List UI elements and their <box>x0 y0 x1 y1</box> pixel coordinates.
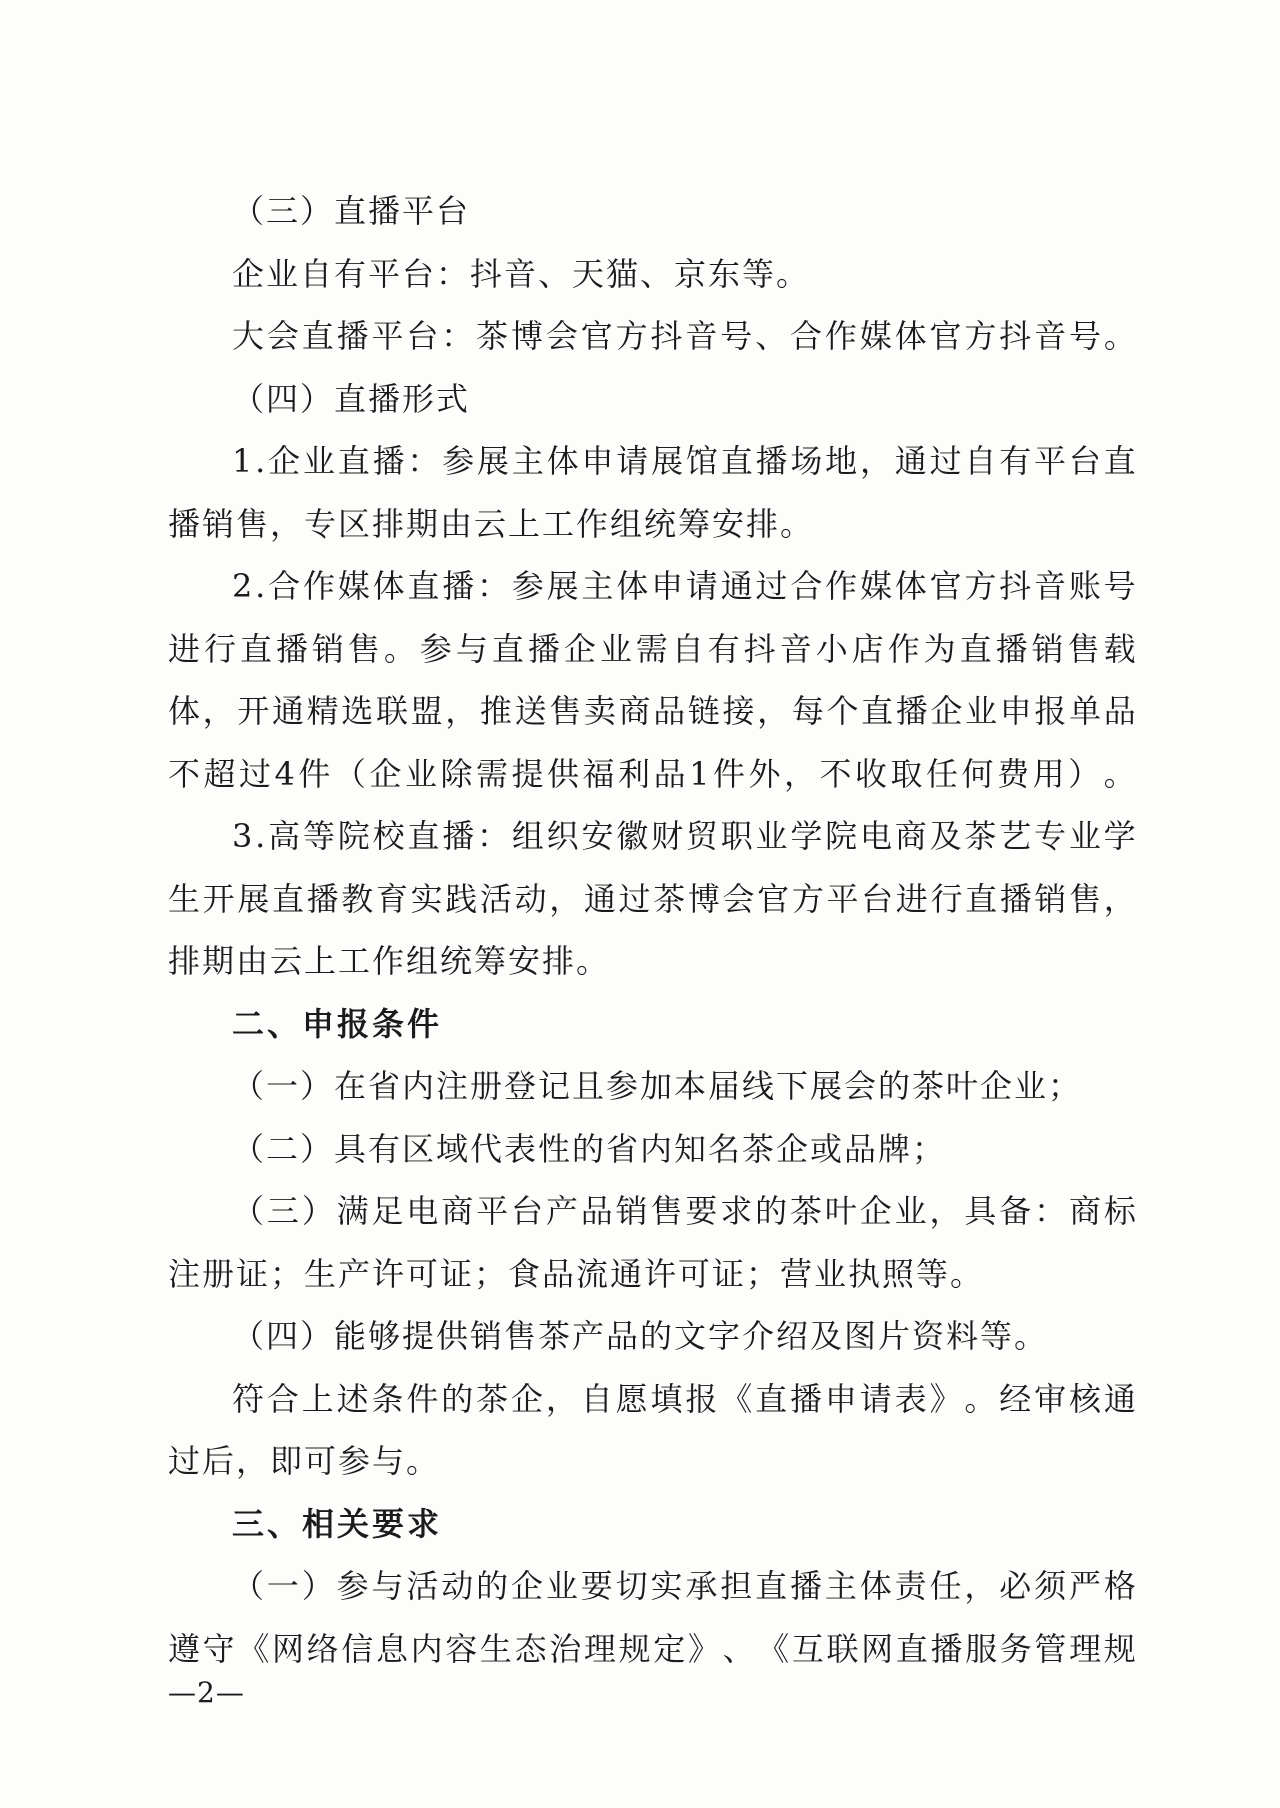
text-line: （四）能够提供销售茶产品的文字介绍及图片资料等。 <box>232 1317 1049 1355</box>
text-line: 体 ， 开 通 精 选 联 盟 ， 推 送 售 卖 商 品 链 接 ， 每 个 直 播 企 业 申 报 单 品 <box>168 692 1136 730</box>
text-line: 1 . 企 业 直 播 ： 参 展 主 体 申 请 展 馆 直 播 场 地 ， 通 过 自 有 平 台 直 <box>232 442 1136 480</box>
text-line: 生 开 展 直 播 教 育 实 践 活 动 ， 通 过 茶 博 会 官 方 平 台 进 行 直 播 销 售 ， <box>168 879 1136 918</box>
text-line: （ 一 ） 参 与 活 动 的 企 业 要 切 实 承 担 直 播 主 体 责 任 ， 必 须 严 格 <box>232 1567 1136 1605</box>
text-line: （二）具有区域代表性的省内知名茶企或品牌； <box>232 1129 947 1168</box>
section-heading: 二、申报条件 <box>232 1004 443 1043</box>
text-line: 遵 守 《 网 络 信 息 内 容 生 态 治 理 规 定 》 、 《 互 联 网 直 播 服 务 管 理 规 <box>168 1629 1136 1668</box>
text-line: 3 . 高 等 院 校 直 播 ： 组 织 安 徽 财 贸 职 业 学 院 电 商 及 茶 艺 专 业 学 <box>232 817 1136 855</box>
document-body <box>168 180 1136 1680</box>
text-line: 进 行 直 播 销 售 。 参 与 直 播 企 业 需 自 有 抖 音 小 店 作 为 直 播 销 售 载 <box>168 629 1136 668</box>
text-line: 2 . 合 作 媒 体 直 播 ： 参 展 主 体 申 请 通 过 合 作 媒 体 官 方 抖 音 账 号 <box>232 567 1136 605</box>
section-heading: 三、相关要求 <box>232 1504 443 1543</box>
text-line: 不 超 过 4 件 （ 企 业 除 需 提 供 福 利 品 1 件 外 ， 不 收 取 任 何 费 用 ） 。 <box>168 754 1136 793</box>
text-line: 大 会 直 播 平 台 ： 茶 博 会 官 方 抖 音 号 、 合 作 媒 体 官 方 抖 音 号 。 <box>232 317 1136 355</box>
text-line: 过后，即可参与。 <box>168 1442 441 1480</box>
text-line: 企业自有平台：抖音、天猫、京东等。 <box>232 254 811 293</box>
text-line: 播销售，专区排期由云上工作组统筹安排。 <box>168 504 815 543</box>
text-line: （一）在省内注册登记且参加本届线下展会的茶叶企业； <box>232 1067 1083 1105</box>
text-line: （三）直播平台 <box>232 192 471 230</box>
text-line: 排期由云上工作组统筹安排。 <box>168 942 611 980</box>
text-line: 符 合 上 述 条 件 的 茶 企 ， 自 愿 填 报 《 直 播 申 请 表 》 。 经 审 核 通 <box>232 1379 1136 1418</box>
text-line: （ 三 ） 满 足 电 商 平 台 产 品 销 售 要 求 的 茶 叶 企 业 ， 具 备 ： 商 标 <box>232 1192 1136 1230</box>
page-number: —2— <box>168 1676 245 1709</box>
text-line: （四）直播形式 <box>232 379 471 418</box>
text-line: 注册证；生产许可证；食品流通许可证；营业执照等。 <box>168 1254 985 1293</box>
